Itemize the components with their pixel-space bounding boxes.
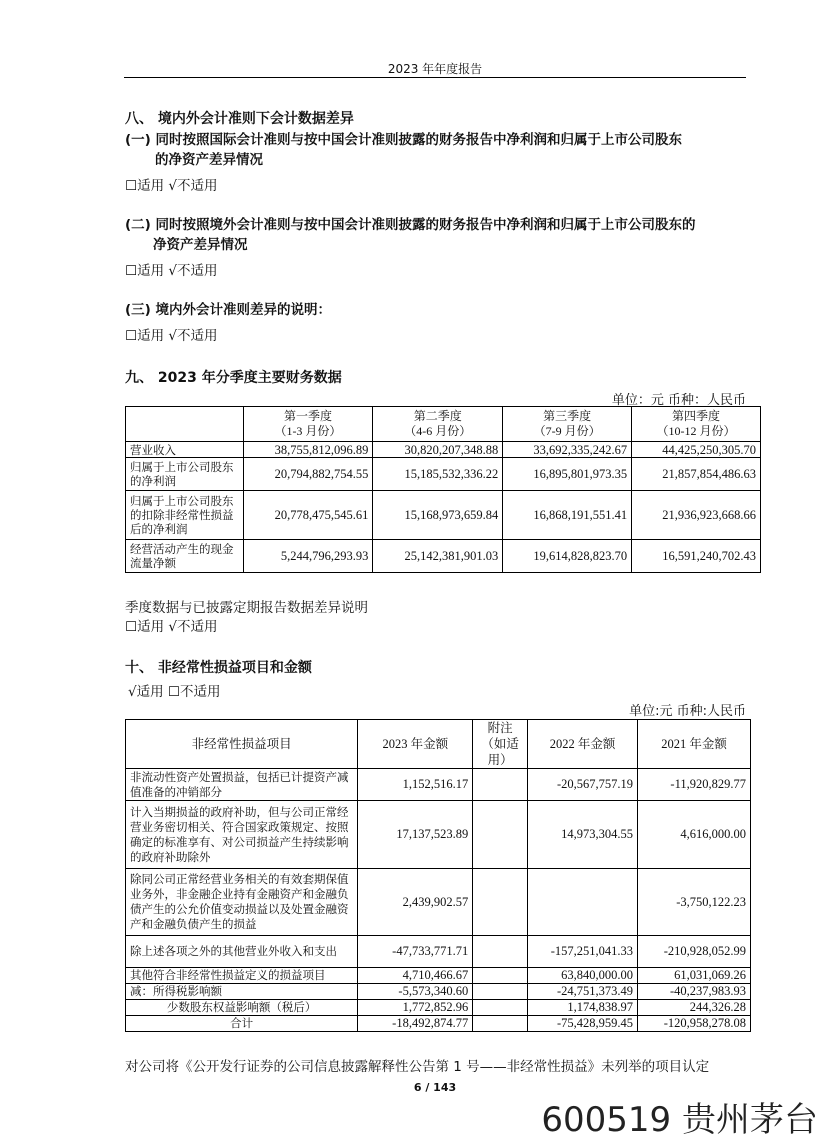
- header-2022: 2022 年金额: [528, 720, 638, 769]
- cell-value: 38,755,812,096.89: [243, 442, 373, 458]
- cell-2021: 61,031,069.26: [638, 968, 751, 984]
- cell-2023: 1,152,516.17: [358, 769, 473, 801]
- header-blank: [126, 407, 244, 442]
- cell-2022: -20,567,757.19: [528, 769, 638, 801]
- table-row: [126, 769, 751, 801]
- stock-watermark: 600519 贵州茅台: [541, 1100, 818, 1140]
- cell-2021: -40,237,983.93: [638, 984, 751, 1000]
- cell-value: 21,857,854,486.63: [632, 458, 761, 491]
- cell-2021: 4,616,000.00: [638, 801, 751, 869]
- table-row: [126, 458, 761, 491]
- cell-2021: 244,326.28: [638, 1000, 751, 1016]
- table-row: [126, 968, 751, 984]
- header-note: 附注（如适用）: [473, 720, 528, 769]
- cell-value: 25,142,381,901.03: [373, 540, 503, 573]
- cell-2023: -5,573,340.60: [358, 984, 473, 1000]
- sec9-note: 季度数据与已披露定期报告数据差异说明: [125, 600, 368, 616]
- sec8-sub2-line2: 净资产差异情况: [153, 237, 248, 253]
- row-label: 经营活动产生的现金流量净额: [126, 540, 244, 573]
- cell-2023: 4,710,466.67: [358, 968, 473, 984]
- header-2021: 2021 年金额: [638, 720, 751, 769]
- cell-2021: -3,750,122.23: [638, 869, 751, 936]
- sec8-sub2-line1: (二) 同时按照境外会计准则与按中国会计准则披露的财务报告中净利润和归属于上市公司股东的: [125, 217, 696, 233]
- section-10-title: 十、 非经常性损益项目和金额: [125, 660, 312, 676]
- cell-2023: 17,137,523.89: [358, 801, 473, 869]
- sec8-sub2-option: ☐适用 √不适用: [125, 263, 218, 279]
- row-label: 非流动性资产处置损益，包括已计提资产减值准备的冲销部分: [126, 769, 358, 801]
- cell-2021: -120,958,278.08: [638, 1016, 751, 1032]
- cell-note: [473, 984, 528, 1000]
- page-header: 2023 年年度报告: [387, 62, 483, 76]
- section-9-title: 九、 2023 年分季度主要财务数据: [125, 370, 342, 386]
- sec8-sub1-line1: (一) 同时按照国际会计准则与按中国会计准则披露的财务报告中净利润和归属于上市公司股东: [125, 132, 683, 148]
- cell-2023: -18,492,874.77: [358, 1016, 473, 1032]
- sec10-option: √适用 ☐不适用: [128, 684, 221, 700]
- cell-2023: -47,733,771.71: [358, 936, 473, 968]
- table-row: [126, 984, 751, 1000]
- row-label: 减：所得税影响额: [126, 984, 358, 1000]
- table-row: [126, 540, 761, 573]
- cell-value: 33,692,335,242.67: [503, 442, 632, 458]
- cell-2023: 1,772,852.96: [358, 1000, 473, 1016]
- cell-value: 21,936,923,668.66: [632, 491, 761, 540]
- table-header-row: [126, 720, 751, 769]
- sec9-unit: 单位：元 币种：人民币: [611, 393, 746, 408]
- sec8-sub1-option: ☐适用 √不适用: [125, 178, 218, 194]
- table-row: [126, 491, 761, 540]
- row-label: 除上述各项之外的其他营业外收入和支出: [126, 936, 358, 968]
- row-label: 归属于上市公司股东的扣除非经常性损益后的净利润: [126, 491, 244, 540]
- table-header-row: [126, 407, 761, 442]
- cell-2021: -11,920,829.77: [638, 769, 751, 801]
- cell-note: [473, 968, 528, 984]
- cell-value: 19,614,828,823.70: [503, 540, 632, 573]
- table-row: [126, 936, 751, 968]
- cell-2023: 2,439,902.57: [358, 869, 473, 936]
- row-label: 营业收入: [126, 442, 244, 458]
- row-label: 其他符合非经常性损益定义的损益项目: [126, 968, 358, 984]
- sec9-note-option: ☐适用 √不适用: [125, 619, 218, 635]
- sec8-sub1-line2: 的净资产差异情况: [155, 152, 263, 168]
- sec8-sub3-option: ☐适用 √不适用: [125, 328, 218, 344]
- cell-value: 16,868,191,551.41: [503, 491, 632, 540]
- non-recurring-items-table: [125, 719, 751, 1032]
- cell-value: 15,185,532,336.22: [373, 458, 503, 491]
- cell-note: [473, 801, 528, 869]
- cell-2022: 14,973,304.55: [528, 801, 638, 869]
- cell-2022: -75,428,959.45: [528, 1016, 638, 1032]
- trailing-paragraph: 对公司将《公开发行证券的公司信息披露解释性公告第 1 号——非经常性损益》未列举的项目认定: [125, 1059, 710, 1075]
- section-8-title: 八、 境内外会计准则下会计数据差异: [125, 111, 354, 127]
- table-row: [126, 1000, 751, 1016]
- table-row: [126, 869, 751, 936]
- cell-note: [473, 1000, 528, 1016]
- quarterly-financial-table: [125, 406, 761, 573]
- sec8-sub3: (三) 境内外会计准则差异的说明：: [125, 302, 332, 318]
- header-q3: 第三季度 （7-9 月份）: [503, 407, 632, 442]
- table-total-row: [126, 1016, 751, 1032]
- cell-value: 20,778,475,545.61: [243, 491, 373, 540]
- cell-2022: 63,840,000.00: [528, 968, 638, 984]
- cell-2022: -24,751,373.49: [528, 984, 638, 1000]
- table-row: [126, 442, 761, 458]
- cell-value: 16,591,240,702.43: [632, 540, 761, 573]
- cell-2022: 1,174,838.97: [528, 1000, 638, 1016]
- cell-note: [473, 936, 528, 968]
- cell-value: 15,168,973,659.84: [373, 491, 503, 540]
- header-q4: 第四季度 （10-12 月份）: [632, 407, 761, 442]
- header-item: 非经常性损益项目: [126, 720, 358, 769]
- cell-value: 44,425,250,305.70: [632, 442, 761, 458]
- header-q2: 第二季度 （4-6 月份）: [373, 407, 503, 442]
- row-label: 除同公司正常经营业务相关的有效套期保值业务外，非金融企业持有金融资产和金融负债产生的公允价值变动损益以及处置金融资产和金融负债产生的损益: [126, 869, 358, 936]
- cell-note: [473, 769, 528, 801]
- cell-value: 5,244,796,293.93: [243, 540, 373, 573]
- cell-value: 30,820,207,348.88: [373, 442, 503, 458]
- row-label: 归属于上市公司股东的净利润: [126, 458, 244, 491]
- row-label: 少数股东权益影响额（税后）: [126, 1000, 358, 1016]
- header-divider: [124, 77, 746, 78]
- cell-value: 20,794,882,754.55: [243, 458, 373, 491]
- cell-note: [473, 1016, 528, 1032]
- table-row: [126, 801, 751, 869]
- header-q1: 第一季度 （1-3 月份）: [243, 407, 373, 442]
- cell-2022: -157,251,041.33: [528, 936, 638, 968]
- row-label: 合计: [126, 1016, 358, 1032]
- cell-2021: -210,928,052.99: [638, 936, 751, 968]
- cell-value: 16,895,801,973.35: [503, 458, 632, 491]
- header-2023: 2023 年金额: [358, 720, 473, 769]
- cell-2022: [528, 869, 638, 936]
- sec10-unit: 单位:元 币种:人民币: [629, 704, 746, 719]
- cell-note: [473, 869, 528, 936]
- row-label: 计入当期损益的政府补助，但与公司正常经营业务密切相关、符合国家政策规定、按照确定的标准享有、对公司损益产生持续影响的政府补助除外: [126, 801, 358, 869]
- page-number: 6 / 143: [413, 1081, 457, 1094]
